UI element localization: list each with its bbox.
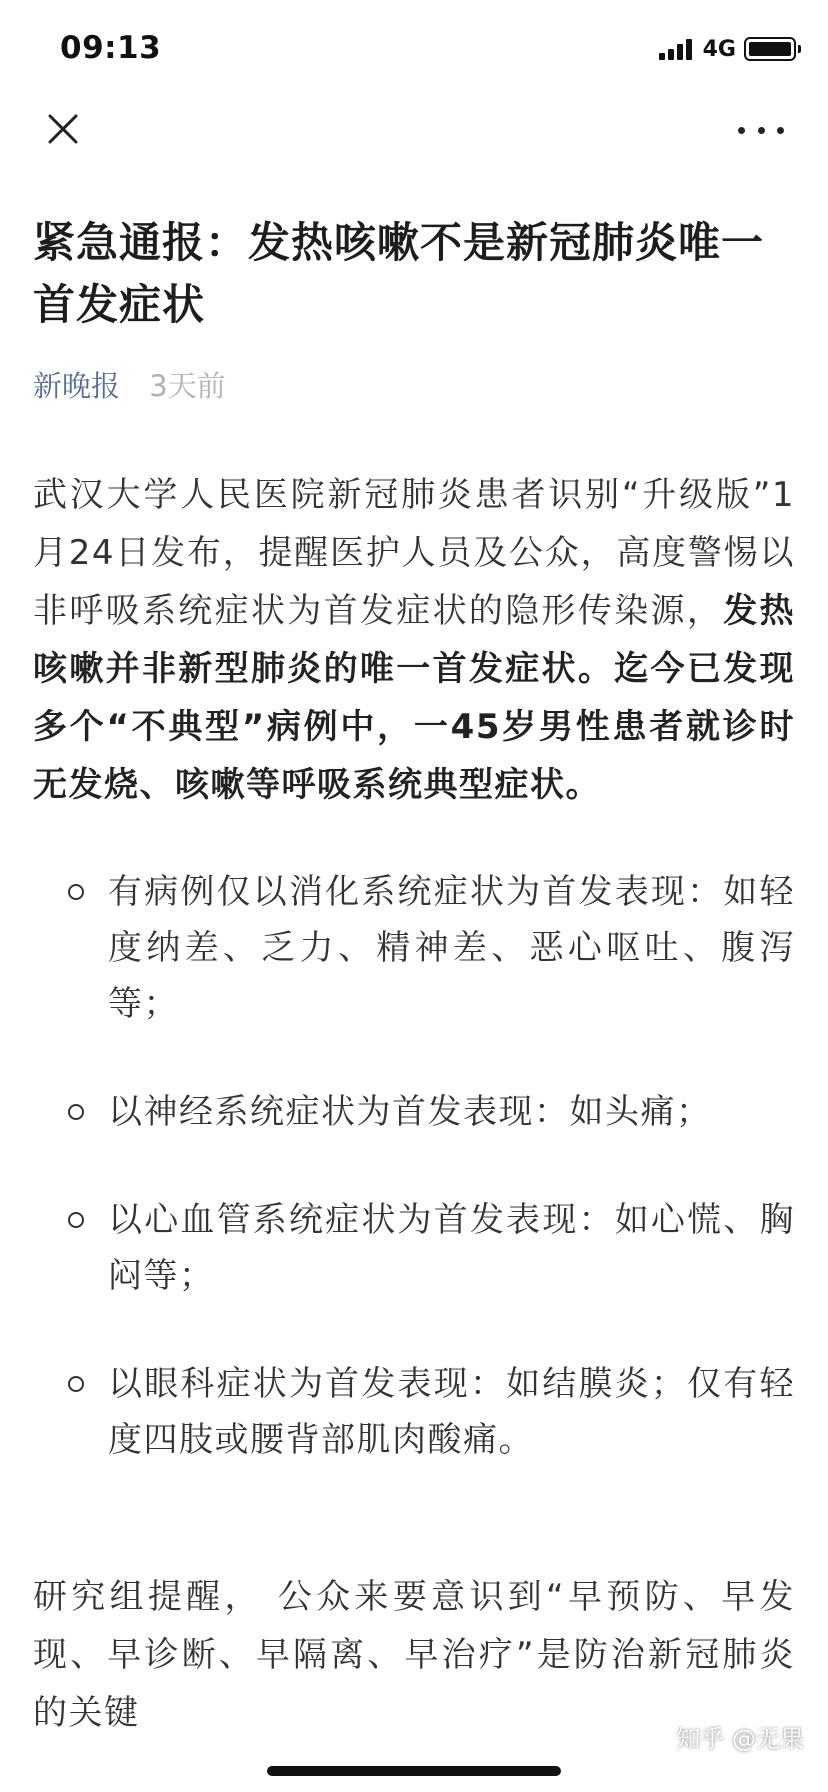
nav-bar [0,100,828,160]
list-item: 以心血管系统症状为首发表现：如心慌、胸闷等； [33,1192,795,1304]
status-indicators [659,34,796,64]
network-label: 4G [702,36,736,62]
close-button[interactable] [44,110,84,150]
article-meta [33,366,795,406]
status-time: 09:13 [60,30,162,66]
article-title: 紧急通报：发热咳嗽不是新冠肺炎唯一首发症状 [33,218,765,329]
home-indicator[interactable] [267,1766,561,1776]
more-options-button[interactable] [738,110,784,150]
watermark: 知乎 @无果 [676,1725,804,1753]
list-item: 以神经系统症状为首发表现：如头痛； [33,1084,795,1140]
close-icon [44,110,84,150]
article-paragraph-2: 研究组提醒， 公众来要意识到“早预防、早发现、早诊断、早隔离、早治疗”是防治新冠肺炎的关键 [33,1577,795,1733]
article-source-link[interactable]: 新晚报 [33,369,121,403]
list-item: 有病例仅以消化系统症状为首发表现：如轻度纳差、乏力、精神差、恶心呕吐、腹泻等； [33,864,795,1032]
paragraph-1-bold-text: 发热咳嗽并非新型肺炎的唯一首发症状。迄今已发现多个“不典型”病例中，一45岁男性患者就诊时无发烧、咳嗽等呼吸系统典型症状。 [33,591,796,805]
article-paragraph-1 [33,466,795,814]
status-bar [0,0,828,100]
bullet-circle-icon [68,1212,84,1228]
symptom-list [33,864,795,1468]
cellular-signal-icon [659,38,695,60]
bullet-circle-icon [68,884,84,900]
bullet-circle-icon [68,1376,84,1392]
article [33,212,795,1742]
list-item: 以眼科症状为首发表现：如结膜炎；仅有轻度四肢或腰背部肌肉酸痛。 [33,1356,795,1468]
more-horizontal-icon [738,127,745,134]
bullet-circle-icon [68,1104,84,1120]
article-time: 3天前 [149,369,226,403]
paragraph-1-text: 武汉大学人民医院新冠肺炎患者识别“升级版”1月24日发布，提醒医护人员及公众，高度警惕以非呼吸系统症状为首发症状的隐形传染源， [33,475,795,631]
battery-icon [744,37,796,61]
